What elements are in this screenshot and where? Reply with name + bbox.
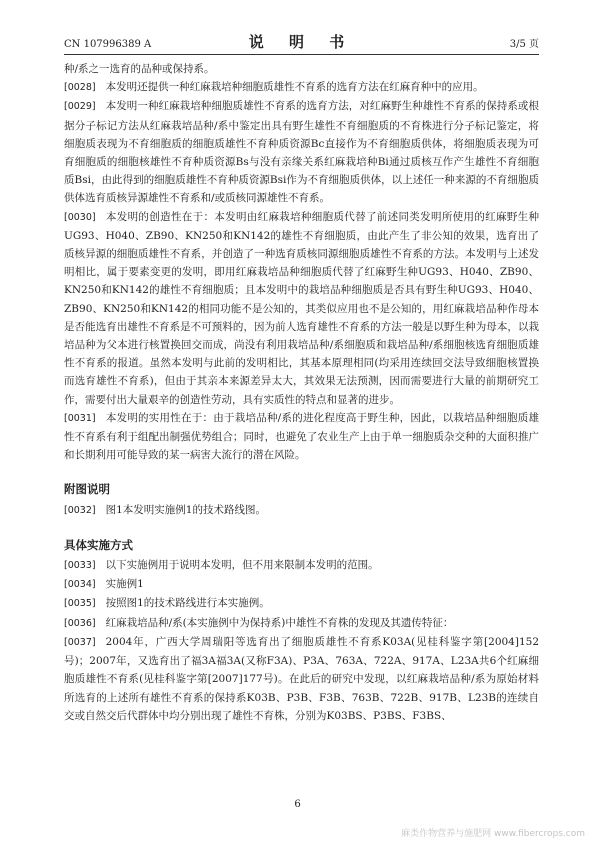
paragraph-text: 本发明一种红麻栽培种细胞质雄性不育系的选育方法，对红麻野生种雄性不育系的保持系或根据分子标记方法从红麻栽培品种/系中鉴定出具有野生雄性不育细胞质的不育株进行分子标记鉴定，将细胞质表现为不育细胞质的细胞质雄性不育种质资源Bc直接作为不育细胞质供体，将细胞质表现为可育细胞质的细胞核雄性不育种质资源Bs与没有亲缘关系红麻栽培种Bi通过质核互作产生雄性不育细胞质Bsi，由此得到的细胞质雄性不育种质资源Bsi作为不育细胞质供体，以上述任一种来源的不育细胞质供体选育质核异源雄性不育系和/或质核同源雄性不育系。: [64, 100, 539, 205]
paragraph-0030: [64, 208, 539, 409]
paragraph-0033: [64, 556, 539, 575]
paragraph-number: [0035]: [64, 598, 96, 610]
paragraph-number: [0028]: [64, 82, 96, 94]
section-title-drawings: 附图说明: [64, 482, 110, 497]
paragraph-text: 红麻栽培品种/系(本实施例中为保持系)中雄性不育株的发现及其遗传特征：: [105, 616, 454, 629]
document-title: 说 明 书: [248, 33, 355, 51]
paragraph-continuation: 种/系之一选育的品种或保持系。: [64, 63, 215, 75]
paragraph-text: 本发明的创造性在于：本发明由红麻栽培种细胞质代替了前述同类发明所使用的红麻野生种UG93、H040、ZB90、KN250和KN142的雄性不育细胞质，由此产生了非公知的效果，选育出了质核异源的细胞质雄性不育系，并创造了一种选育质核同源细胞质雄性不育系的方法。本发明与上述发明相比，属于要素变更的发明，即用红麻栽培品种细胞质代替了红麻野生种UG93、H040、ZB90、KN250和KN142的雄性不育细胞质；且本发明中的栽培品种细胞质是否具有野生种UG93、H040、ZB90、KN250和KN142的相同功能不是公知的，其类似应用也不是公知的，用红麻栽培品种作母本是否能选育出雄性不育系是不可预料的，因为前人选育雄性不育系的方法一般是以野生种为母本，以栽培品种为父本进行核置换回交而成，尚没有利用栽培品种/系细胞质和栽培品种/系细胞核选育细胞质雄性不育系的报道。虽然本发明与此前的发明相比，其基本原理相同(均采用连续回交法导致细胞核置换而选育雄性不育系)，但由于其亲本来源差异太大，其效果无法预测，因而需要进行大量的前期研究工作，需要付出大量艰辛的创造性劳动，具有实质性的特点和显著的进步。: [64, 210, 539, 406]
paragraph-0028: [64, 78, 539, 97]
paragraph-number: [0031]: [64, 412, 96, 424]
paragraph-0037: [64, 633, 539, 725]
paragraph-number: [0037]: [64, 636, 96, 648]
paragraph-text: 本发明的实用性在于：由于栽培品种/系的进化程度高于野生种，因此，以栽培品种细胞质雄性不育系有利于组配出制强优势组合；同时，也避免了农业生产上由于单一细胞质杂交种的大面积推广和长期利用可能导致的某一病害大流行的潜在风险。: [64, 411, 539, 462]
page-header: [64, 32, 539, 55]
page-body: [64, 60, 539, 725]
paragraph-number: [0034]: [64, 579, 96, 591]
paragraph-text: 实施例1: [105, 578, 144, 591]
paragraph-text: 本发明还提供一种红麻栽培种细胞质雄性不育系的选育方法在红麻育种中的应用。: [105, 81, 484, 94]
paragraph-0036: [64, 614, 539, 633]
paragraph-text: 以下实施例用于说明本发明，但不用来限制本发明的范围。: [105, 559, 379, 572]
paragraph-number: [0033]: [64, 560, 96, 572]
paragraph-number: [0029]: [64, 101, 96, 113]
paragraph-0031: [64, 409, 539, 465]
paragraph-0029: [64, 97, 539, 207]
section-title-embodiments: 具体实施方式: [64, 537, 133, 552]
page-number: 6: [294, 799, 301, 810]
paragraph-number: [0030]: [64, 211, 96, 223]
page-indicator: 3/5 页: [509, 39, 539, 50]
paragraph-number: [0032]: [64, 504, 96, 516]
paragraph-text: 按照图1的技术路线进行本实施例。: [105, 597, 270, 610]
paragraph-text: 2004年，广西大学周瑞阳等选育出了细胞质雄性不育系K03A(见桂科鉴字第[2004]152号)；2007年，又选育出了福3A福3A(又称F3A)、P3A、763A、722A、917A、L23A共6个红麻细胞质雄性不育系(见桂科鉴字第[2007]177号)。在此后的研究中发现，以红麻栽培品种/系为原始材料所选育的上述所有雄性不育系的保持系K03B、P3B、F3B、763B、722B、917B、L23B的连续自交或自然交后代群体中均分别出现了雄性不育株，分别为K03BS、P3BS、F3BS、: [64, 635, 539, 722]
paragraph-0035: [64, 594, 539, 613]
paragraph-number: [0036]: [64, 617, 96, 629]
watermark-text: 麻类作物营养与施肥网 www.fibercrops.com: [401, 829, 585, 839]
publication-number: CN 107996389 A: [64, 39, 152, 50]
paragraph-0032: [64, 501, 539, 520]
paragraph-0034: [64, 575, 539, 594]
paragraph-text: 图1本发明实施例1的技术路线图。: [105, 503, 266, 516]
